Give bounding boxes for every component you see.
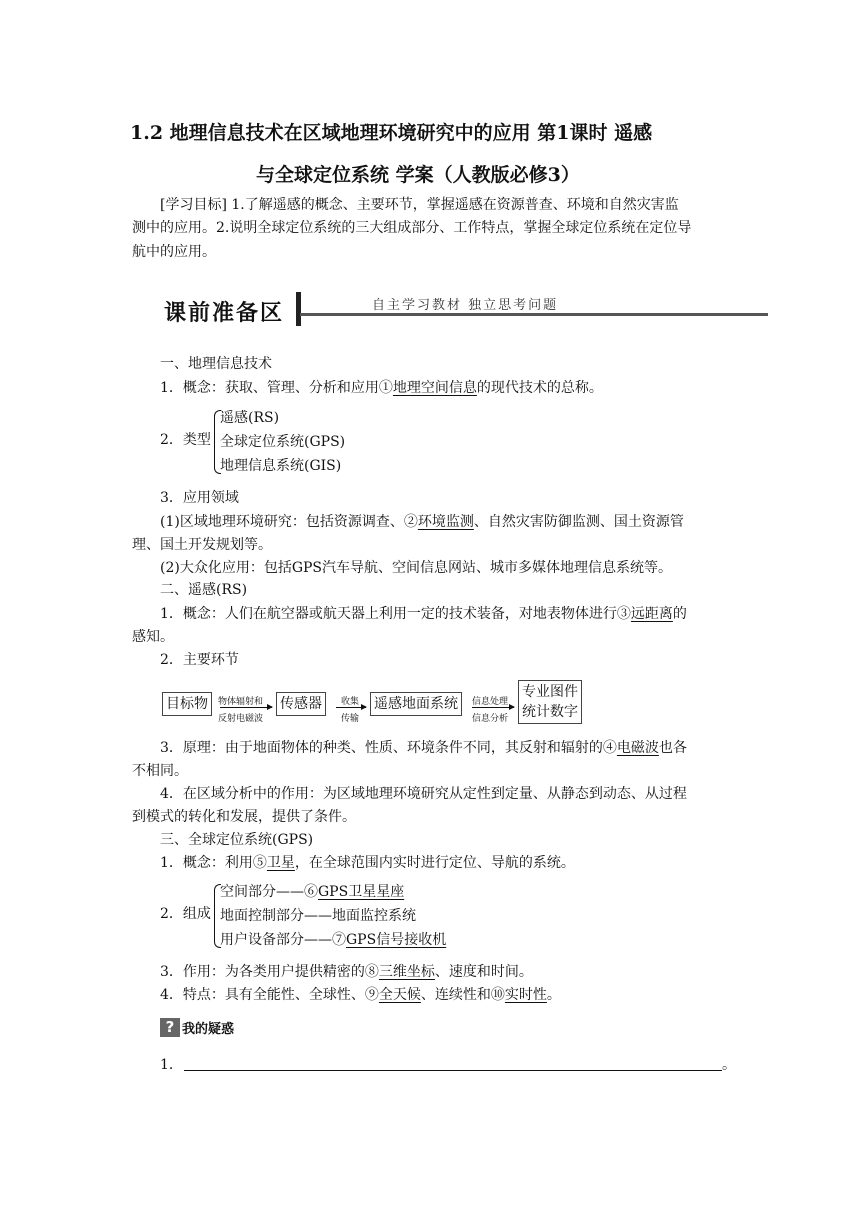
objectives-line-2: 测中的应用。2.说明全球定位系统的三大组成部分、工作特点，掌握全球定位系统在定位导 <box>132 220 692 236</box>
s3-comp-1-pre: 空间部分——⑥ <box>220 884 318 900</box>
flow-arrow-3-top: 信息处理 <box>472 697 509 707</box>
s3-features-mid: 、连续性和⑩ <box>420 987 505 1003</box>
doubt-item-end: 。 <box>722 1057 736 1073</box>
s3-comp-1 <box>220 882 404 902</box>
s3-features-pre: 4．特点：具有全能性、全球性、⑨ <box>160 987 379 1003</box>
question-icon: ? <box>160 1018 180 1037</box>
s3-use-answer: 三维坐标 <box>378 964 435 980</box>
s3-comp-2: 地面控制部分——地面监控系统 <box>220 908 416 924</box>
section-header-rule <box>300 313 768 316</box>
s2-role-line-2: 到模式的转化和发展，提供了条件。 <box>132 809 356 825</box>
doubt-heading: 我的疑惑 <box>182 1022 235 1037</box>
s1-concept-pre: 1．概念：获取、管理、分析和应用① <box>160 380 393 396</box>
s1-app-2: (2)大众化应用：包括GPS汽车导航、空间信息网站、城市多媒体地理信息系统等。 <box>160 560 673 576</box>
s2-heading: 二、遥感(RS) <box>160 582 248 598</box>
flow-arrow-1-bottom: 反射电磁波 <box>218 714 264 724</box>
flow-box-output-line-2: 统计数字 <box>522 704 578 720</box>
flow-arrow-1-top: 物体辐射和 <box>218 697 264 707</box>
s1-type-2: 全球定位系统(GPS) <box>220 434 346 450</box>
s2-concept <box>160 604 687 624</box>
s3-use-post: 、速度和时间。 <box>434 964 533 980</box>
flow-arrow-2-bottom: 传输 <box>341 714 360 724</box>
s3-features-post: 。 <box>546 987 561 1003</box>
flow-box-output-line-1: 专业图件 <box>522 684 578 700</box>
s2-principle-answer: 电磁波 <box>616 740 659 756</box>
s2-steps-heading: 2．主要环节 <box>160 652 239 668</box>
s3-comp-label: 2．组成 <box>160 906 211 922</box>
objectives-line-3: 航中的应用。 <box>132 244 216 260</box>
doubt-answer-line[interactable] <box>184 1070 722 1071</box>
s3-comp-3-answer: GPS信号接收机 <box>346 932 447 948</box>
flow-box-ground-system: 遥感地面系统 <box>370 692 462 716</box>
flow-arrow-1 <box>220 707 272 708</box>
section-header-label: 课前准备区 <box>164 301 285 326</box>
s3-concept-pre: 1．概念：利用⑤ <box>160 855 267 871</box>
s2-principle-post: 也各 <box>658 740 687 756</box>
s3-use-pre: 3．作用：为各类用户提供精密的⑧ <box>160 964 379 980</box>
s2-principle <box>160 738 687 758</box>
doubt-item-number: 1． <box>160 1057 183 1073</box>
s2-concept-post: 的 <box>672 606 687 622</box>
s2-concept-pre: 1．概念：人们在航空器或航天器上利用一定的技术装备，对地表物体进行③ <box>160 606 631 622</box>
s1-app-heading: 3．应用领域 <box>160 490 239 506</box>
s3-features-answer-2: 实时性 <box>504 987 547 1003</box>
s3-comp-3 <box>220 930 446 950</box>
s1-concept <box>160 378 603 398</box>
s3-features-answer-1: 全天候 <box>378 987 421 1003</box>
flow-box-output <box>518 680 582 724</box>
flow-arrow-2-top: 收集 <box>341 697 360 707</box>
s3-comp-3-pre: 用户设备部分——⑦ <box>220 932 346 948</box>
s1-type-1: 遥感(RS) <box>220 410 280 426</box>
flow-box-sensor: 传感器 <box>276 692 326 716</box>
s1-types-label: 2．类型 <box>160 432 211 448</box>
s3-use <box>160 962 533 982</box>
s2-principle-pre: 3．原理：由于地面物体的种类、性质、环境条件不同，其反射和辐射的④ <box>160 740 617 756</box>
s1-app-1-line-2: 理、国土开发规划等。 <box>132 537 272 553</box>
s3-features <box>160 985 561 1005</box>
section-header-bar <box>296 292 301 326</box>
s1-concept-answer: 地理空间信息 <box>392 380 477 396</box>
s2-concept-line-2: 感知。 <box>132 629 174 645</box>
objectives-line-1: [学习目标] 1.了解遥感的概念、主要环节，掌握遥感在资源普查、环境和自然灾害监 <box>160 197 679 213</box>
section-header-sub: 自主学习教材 独立思考问题 <box>372 298 559 313</box>
s1-app-1-pre: (1)区域地理环境研究：包括资源调查、② <box>160 514 418 530</box>
s3-concept-post: ，在全球范围内实时进行定位、导航的系统。 <box>294 855 575 871</box>
flow-arrow-3-bottom: 信息分析 <box>472 714 509 724</box>
s1-app-1-answer: 环境监测 <box>417 514 474 530</box>
s3-heading: 三、全球定位系统(GPS) <box>160 832 314 848</box>
s2-concept-answer: 远距离 <box>630 606 673 622</box>
title-line-1: 1.2 地理信息技术在区域地理环境研究中的应用 第1课时 遥感 <box>130 122 653 144</box>
s1-heading: 一、地理信息技术 <box>160 356 272 372</box>
s2-role-line-1: 4．在区域分析中的作用：为区域地理环境研究从定性到定量、从静态到动态、从过程 <box>160 786 687 802</box>
s3-concept <box>160 853 575 873</box>
flow-arrow-3 <box>472 707 514 708</box>
s1-concept-post: 的现代技术的总称。 <box>476 380 603 396</box>
s1-type-3: 地理信息系统(GIS) <box>220 458 342 474</box>
s1-app-1 <box>160 512 684 532</box>
flow-box-target: 目标物 <box>162 692 212 716</box>
title-line-2: 与全球定位系统 学案（人教版必修3） <box>256 164 580 186</box>
s3-concept-answer: 卫星 <box>266 855 295 871</box>
flow-arrow-2 <box>336 707 366 708</box>
s2-principle-line-2: 不相同。 <box>132 763 188 779</box>
s1-app-1-post: 、自然灾害防御监测、国土资源管 <box>473 514 684 530</box>
s3-comp-1-answer: GPS卫星星座 <box>318 884 405 900</box>
